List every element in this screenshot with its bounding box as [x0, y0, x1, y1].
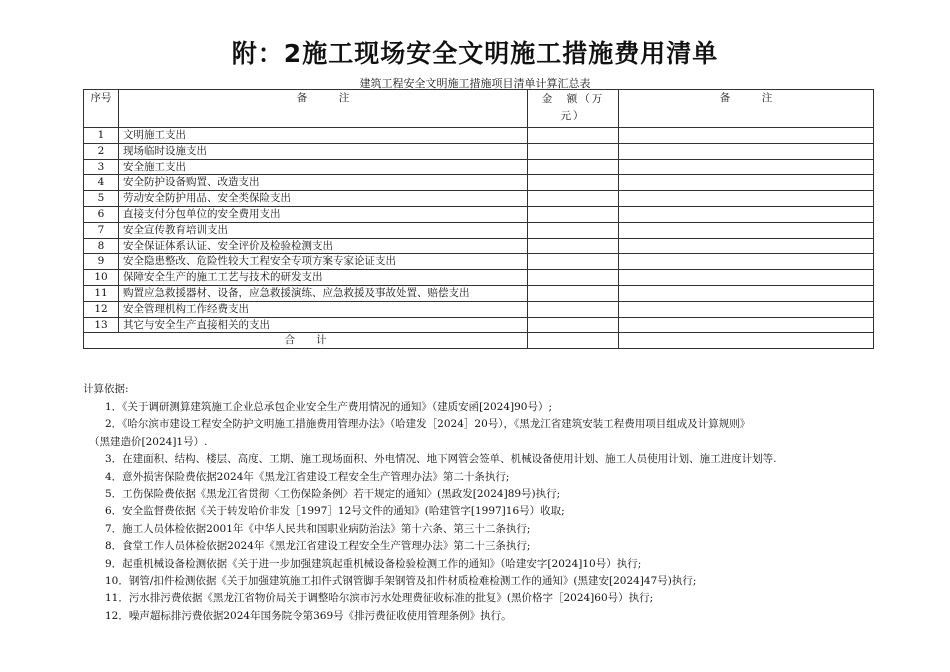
page-title: 附：2施工现场安全文明施工措施费用清单 [231, 39, 719, 68]
row-item-name: 现场临时设施支出 [119, 143, 528, 159]
row-item-name: 安全隐患整改、危险性较大工程安全专项方案专家论证支出 [119, 254, 528, 270]
table-row [84, 128, 874, 144]
table-row [84, 175, 874, 191]
row-amount-cell[interactable] [528, 175, 619, 191]
total-row [84, 333, 874, 349]
row-remark-cell[interactable] [619, 254, 874, 270]
row-amount-cell[interactable] [528, 143, 619, 159]
row-item-name: 安全保证体系认证、安全评价及检验检测支出 [119, 238, 528, 254]
table-row [84, 222, 874, 238]
row-number: 11 [84, 285, 119, 301]
row-remark-cell[interactable] [619, 206, 874, 222]
row-amount-cell[interactable] [528, 159, 619, 175]
basis-item: 6．安全监督费依据《关于转发哈价非发［1997］12号文件的通知》(哈建管字[1997]16号）收取; [105, 505, 565, 518]
row-number: 8 [84, 238, 119, 254]
basis-item: 12．噪声超标排污费依据2024年国务院令第369号《排污费征收使用管理条例》执行。 [105, 609, 512, 622]
row-number: 9 [84, 254, 119, 270]
row-remark-cell[interactable] [619, 238, 874, 254]
basis-item: 5．工伤保险费依据《黑龙江省贯彻〈工伤保险条例〉若干规定的通知〉(黑政发[2024]89号)执行; [105, 488, 561, 501]
row-remark-cell[interactable] [619, 191, 874, 207]
total-label: 合 计 [84, 333, 528, 349]
row-remark-cell[interactable] [619, 143, 874, 159]
total-amount-cell[interactable] [528, 333, 619, 349]
basis-item: （黑建造价[2024]1号）. [89, 435, 208, 448]
row-item-name: 直接支付分包单位的安全费用支出 [119, 206, 528, 222]
row-item-name: 劳动安全防护用品、安全类保险支出 [119, 191, 528, 207]
basis-item: 9．起重机械设备检测依据《关于进一步加强建筑起重机械设备检验检测工作的通知》（哈建安字[2024]10号）执行; [105, 557, 642, 570]
table-row [84, 159, 874, 175]
row-number: 1 [84, 128, 119, 144]
row-number: 3 [84, 159, 119, 175]
row-remark-cell[interactable] [619, 175, 874, 191]
basis-item: 4．意外损害保险费依据2024年《黑龙江省建设工程安全生产管理办法》第二十条执行; [105, 470, 510, 483]
cost-summary-table [83, 89, 874, 349]
table-row [84, 270, 874, 286]
header-amount: 金 额（万元） [528, 90, 619, 128]
basis-item: 11．污水排污费依据《黑龙江省物价局关于调整哈尔滨市污水处理费征收标准的批复》(黑价格字［2024]60号）执行; [105, 592, 654, 605]
row-amount-cell[interactable] [528, 191, 619, 207]
header-remark: 备 注 [619, 90, 874, 128]
row-amount-cell[interactable] [528, 206, 619, 222]
row-number: 10 [84, 270, 119, 286]
basis-item: 2．《哈尔滨市建设工程安全防护文明施工措施费用管理办法》（哈建发［2024］20号），《黑龙江省建筑安装工程费用项目组成及计算规则》 [105, 418, 751, 431]
row-amount-cell[interactable] [528, 301, 619, 317]
row-number: 4 [84, 175, 119, 191]
basis-item: 10．钢管/扣件检测依据《关于加强建筑施工扣件式钢管脚手架钢管及扣件材质检难检测工作的通知》(黑建安[2024]47号)执行; [105, 575, 697, 588]
row-item-name: 文明施工支出 [119, 128, 528, 144]
row-remark-cell[interactable] [619, 317, 874, 333]
table-row [84, 143, 874, 159]
row-remark-cell[interactable] [619, 128, 874, 144]
table-row [84, 301, 874, 317]
row-item-name: 其它与安全生产直接相关的支出 [119, 317, 528, 333]
table-row [84, 317, 874, 333]
row-number: 12 [84, 301, 119, 317]
row-amount-cell[interactable] [528, 128, 619, 144]
row-remark-cell[interactable] [619, 285, 874, 301]
row-amount-cell[interactable] [528, 317, 619, 333]
row-amount-cell[interactable] [528, 285, 619, 301]
row-number: 2 [84, 143, 119, 159]
row-amount-cell[interactable] [528, 222, 619, 238]
total-remark-cell[interactable] [619, 333, 874, 349]
row-item-name: 安全宣传教育培训支出 [119, 222, 528, 238]
calculation-basis [83, 381, 883, 625]
basis-item: 1．《关于调研测算建筑施工企业总承包企业安全生产费用情况的通知》（建质安函[2024]90号）; [105, 401, 552, 413]
basis-item: 3．在建面积、结构、楼层、高度、工期、施工现场面积、外电情况、地下网管会签单、机械设备使用计划、施工人员使用计划、施工进度计划等. [105, 453, 777, 466]
row-amount-cell[interactable] [528, 254, 619, 270]
row-amount-cell[interactable] [528, 238, 619, 254]
basis-item: 7．施工人员体检依据2001年《中华人民共和国职业病防治法》第十六条、第三十二条执行; [105, 522, 531, 535]
row-item-name: 保障安全生产的施工工艺与技术的研发支出 [119, 270, 528, 286]
table-row [84, 238, 874, 254]
table-row [84, 206, 874, 222]
row-item-name: 安全施工支出 [119, 159, 528, 175]
row-number: 6 [84, 206, 119, 222]
row-remark-cell[interactable] [619, 270, 874, 286]
table-row [84, 285, 874, 301]
row-remark-cell[interactable] [619, 222, 874, 238]
row-number: 13 [84, 317, 119, 333]
table-row [84, 254, 874, 270]
row-number: 5 [84, 191, 119, 207]
row-item-name: 安全防护设备购置、改造支出 [119, 175, 528, 191]
row-remark-cell[interactable] [619, 301, 874, 317]
row-remark-cell[interactable] [619, 159, 874, 175]
header-no: 序号 [84, 90, 119, 128]
row-item-name: 安全管理机构工作经费支出 [119, 301, 528, 317]
row-amount-cell[interactable] [528, 270, 619, 286]
table-row [84, 191, 874, 207]
basis-label: 计算依据: [83, 383, 129, 395]
basis-item: 8．食堂工作人员体检依据2024年《黑龙江省建设工程安全生产管理办法》第二十三条执行; [105, 540, 531, 553]
header-item: 备 注 [119, 90, 528, 128]
table-header-row [84, 90, 874, 128]
table-subtitle: 建筑工程安全文明施工措施项目清单计算汇总表 [359, 77, 591, 90]
row-item-name: 购置应急救援器材、设备，应急救援演练、应急救援及事故处置、赔偿支出 [119, 285, 528, 301]
row-number: 7 [84, 222, 119, 238]
